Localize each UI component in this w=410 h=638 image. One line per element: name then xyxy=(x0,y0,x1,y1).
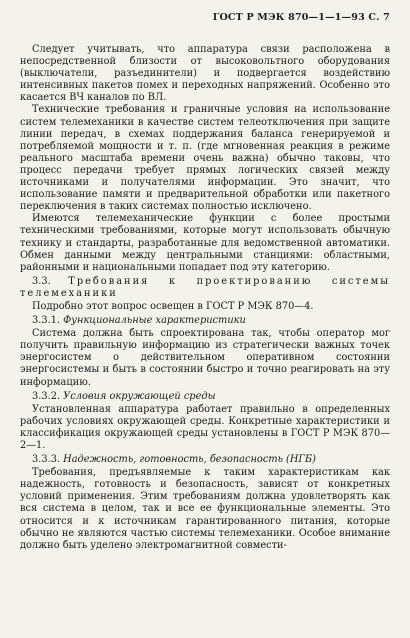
section-title: Условия окружающей среды xyxy=(63,390,216,402)
section-heading-3-3-1 xyxy=(20,315,390,327)
body-text xyxy=(20,44,390,552)
section-heading-3-3-2 xyxy=(20,391,390,403)
paragraph: Технические требования и граничные условия на использование систем телемеханики в качестве систем телеотключения при защите линии передач, в схемах поддержания баланса генерируемой и потребляемой мощности и т. п. (где мгновенная реакция в режиме реального масштаба времени очень важна) обычно таковы, что процесс передачи требует прямых логических связей между источниками и получателями информации. Это значит, что использование памяти и предварительной обработки или пакетного переключения в таких системах полностью исключено. xyxy=(20,104,390,213)
section-heading-3-3-3 xyxy=(20,454,390,466)
section-title: Функциональные характеристики xyxy=(63,315,246,327)
paragraph: Подробно этот вопрос освещен в ГОСТ Р МЭК 870—4. xyxy=(32,300,314,312)
section-heading-3-3 xyxy=(20,276,390,300)
section-number: 3.3. xyxy=(32,275,51,287)
paragraph: Установленная аппаратура работает правильно в определенных рабочих условиях окружающей среды. Конкретные характеристики и классификация окружающей среды установлены в ГОСТ Р МЭК 870—2—1. xyxy=(20,403,390,451)
section-number: 3.3.1. xyxy=(32,315,61,327)
section-number: 3.3.3. xyxy=(32,454,61,466)
section-title: Надежность, готовность, безопасность (НГБ) xyxy=(63,454,316,466)
running-header: ГОСТ Р МЭК 870—1—1—93 С. 7 xyxy=(212,12,390,23)
paragraph: Имеются телемеханические функции с более простыми техническими требованиями, которые могут использовать обычную технику и стандарты, разработанные для ведомственной автоматики. Обмен данными между центральными станциями: областными, районными и национальными попадает под эту категорию. xyxy=(20,213,390,273)
section-title: Требования к проектированию системы телемеханики xyxy=(20,275,390,299)
paragraph: Требования, предъявляемые к таким характеристикам как надежность, готовность и безопасность, зависят от конкретных условий применения. Этим требованиям должна удовлетворять как вся система в целом, так и все ее функциональные элементы. Это относится и к источникам гарантированного питания, которые обычно не являются частью системы телемеханики. Особое внимание должно быть уделено электромагнитной совмести- xyxy=(20,467,390,551)
paragraph: Следует учитывать, что аппаратура связи расположена в непосредственной близости от высоковольтного оборудования (выключатели, разъединители) и подвергается воздействию интенсивных пакетов помех и переходных напряжений. Особенно это касается ВЧ каналов по ВЛ. xyxy=(20,44,390,104)
section-number: 3.3.2. xyxy=(32,390,61,402)
paragraph: Система должна быть спроектирована так, чтобы оператор мог получить правильную информацию из стратегически важных точек энергосистем о действительном оперативном состоянии энергосистемы и быть в состоянии быстро и точно реагировать на эту информацию. xyxy=(20,328,390,388)
